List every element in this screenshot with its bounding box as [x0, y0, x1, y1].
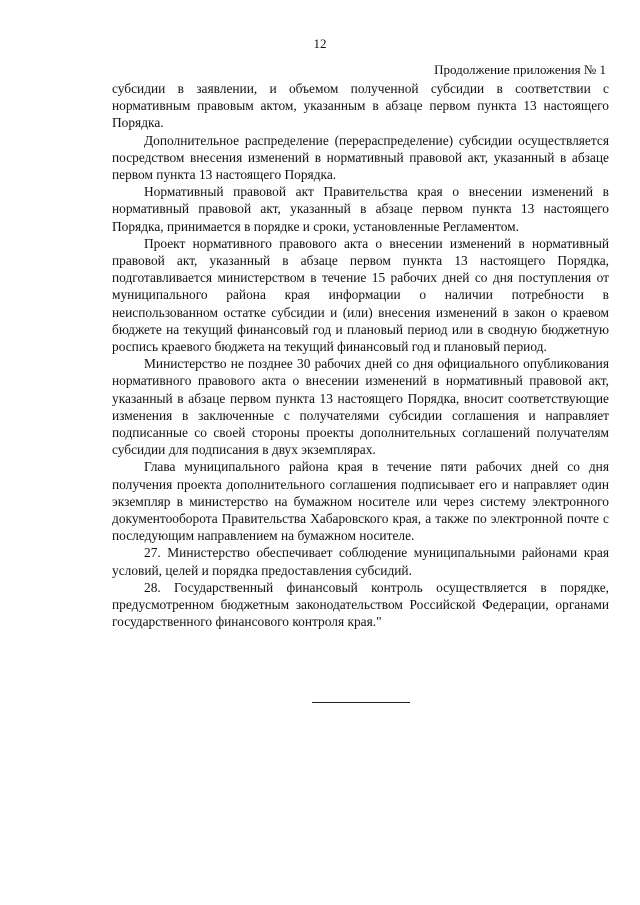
paragraph-continued: субсидии в заявлении, и объемом полученной субсидии в соответствии с нормативным правовым актом, указанным в абзаце первом пункта 13 настоящего Порядка.	[112, 81, 609, 131]
end-divider-line	[312, 702, 410, 703]
paragraph-additional-distribution: Дополнительное распределение (перераспределение) субсидии осуществляется посредством внесения изменений в нормативный правовой акт, указанный в абзаце первом пункта 13 настоящего Порядка.	[112, 132, 609, 183]
body-text	[112, 80, 609, 631]
paragraph-government-act: Нормативный правовой акт Правительства края о внесении изменений в нормативный правовой акт, указанный в абзаце первом пункта 13 настоящего Порядка, принимается в порядке и сроки, установленные Регламентом.	[112, 184, 609, 234]
page-number: 12	[313, 36, 327, 51]
paragraph-item-27: 27. Министерство обеспечивает соблюдение муниципальными районами края условий, целей и порядка предоставления субсидий.	[112, 545, 609, 578]
paragraph-draft-act: Проект нормативного правового акта о внесении изменений в нормативный правовой акт, указанный в абзаце первом пункта 13 настоящего Порядка, подготавливается министерством в течение 15 рабочих дней со дня поступления от муниципального района края информации о наличии потребности в неиспользованном остатке субсидии и (или) внесения изменений в закон о краевом бюджете на текущий финансовый год и плановый период или в сводную бюджетную роспись краевого бюджета на текущий финансовый год и плановый период.	[112, 235, 609, 355]
paragraph-item-28: 28. Государственный финансовый контроль осуществляется в порядке, предусмотренном бюджетным законодательством Российской Федерации, органами государственного финансового контроля края."	[112, 579, 609, 630]
appendix-continuation-note: Продолжение приложения № 1	[434, 62, 606, 77]
paragraph-district-head: Глава муниципального района края в течение пяти рабочих дней со дня получения проекта дополнительного соглашения подписывает его и направляет один экземпляр в министерство на бумажном носителе или через систему электронного документооборота Правительства Хабаровского края, а также по электронной почте с последующим направлением на бумажном носителе.	[112, 459, 609, 544]
paragraph-ministry-agreements: Министерство не позднее 30 рабочих дней со дня официального опубликования нормативного правового акта о внесении изменений в нормативный правовой акт, указанный в абзаце первом пункта 13 настоящего Порядка, вносит соответствующие изменения в заключенные с получателями субсидии соглашения и направляет подписанные со своей стороны проекты дополнительных соглашений получателям субсидии для подписания в двух экземплярах.	[112, 356, 609, 458]
